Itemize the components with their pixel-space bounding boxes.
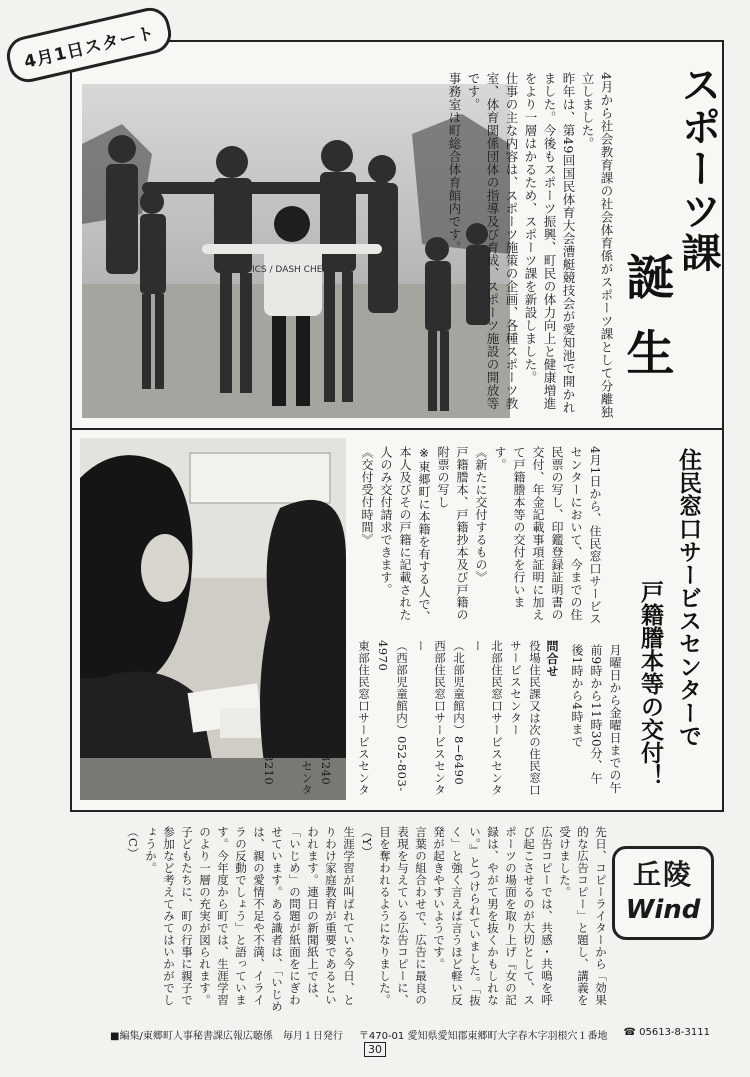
logo-title: 丘陵 bbox=[632, 858, 693, 891]
sports-title-line1: スポーツ課 bbox=[675, 64, 721, 274]
service-title-line2: 戸籍謄本等の交付！ bbox=[637, 580, 663, 787]
service-contact-heading: 問合せ bbox=[545, 640, 559, 678]
service-center-section-box bbox=[70, 428, 724, 812]
sports-body-text: 4月から社会教育課の社会体育係がスポーツ課として分離独立しました。 昨年は、第49回国民体育大会漕艇競技会が愛知池で開かれました。今後もスポーツ振興、町民の体力向上と健康増進をより一層はかるため、スポーツ課を新設しました。 仕事の主な内容は、スポーツ施策の企画、各種スポーツ教室、体育関係団体の指導及び育成、スポーツ施設の開放等です。 事務室は町総合体育館内です。 bbox=[447, 72, 614, 419]
start-date-badge: 4月1日スタート bbox=[3, 4, 175, 86]
logo-subtitle: Wind bbox=[625, 895, 701, 925]
column-body-text: 先日、コピーライターから「効果的な広告コピー」と題し、講義を受けました。 広告コピーでは、共感・共鳴を呼び起こさせるのが大切として、スポーツの場面を取り上げ『女の記録は、やがて男を抜くかもしれない。』とつけられていました。「抜く」と強く言えば言うほど軽い反発が起きやすいようです。 言葉の組合わせで、広告に最良の表現を与えている広告コピーに、目を奪われるようになりました。 （Y） 生涯学習が叫ばれている今日、とりわけ家庭教育が重要であるといわれます。連日の新聞紙上では、「いじめ」の問題が紙面をにぎわせています。ある識者は、「いじめは、親の愛情不足や不満、イライラの反動でしょう」と語っています。今年度から町では、生涯学習のより一層の充実が図られます。子どもたちに、町の行事に親子で参加など考えてみてはいかがでしょうか。 （C） bbox=[126, 826, 608, 1013]
footer-editor: ■編集/東郷町人事秘書課広報広聴係 毎月１日発行 bbox=[110, 1031, 343, 1042]
page-number: 30 bbox=[364, 1042, 386, 1057]
footer-phone: ☎ 05613-8-3111 bbox=[623, 1027, 710, 1038]
shirt-print: ASICS / DASH CHEETAH bbox=[240, 265, 346, 275]
service-contact-text: 役場住民課又は次の住民窓口サービスセンター 北部住民窓口サービスセンター （北部児童館内）8−6490 西部住民窓口サービスセンター （西部児童館内）052-803-4970 東部住民窓口サービスセンター （東部児童館内）9−3240 南部住民窓口サービスセンター （南部児童館内）8−8210 bbox=[262, 640, 542, 796]
service-body-text: 4月1日から、住民窓口サービスセンターにおいて、今までの住民票の写し、印鑑登録証明書の交付、年金記載事項証明に加えて戸籍謄本等の交付を行います。 《新たに交付するもの》 戸籍謄本、戸籍抄本及び戸籍の附票の写し ※東郷町に本籍を有する人で、本人及びその戸籍に記載された人のみ交付請求できます。 《交付受付時間》 bbox=[360, 446, 602, 625]
service-hours-text: 月曜日から金曜日までの午前9時から11時30分、午後1時から4時まで bbox=[570, 644, 622, 794]
footer bbox=[110, 1027, 710, 1042]
kyuryo-wind-logo bbox=[612, 846, 714, 940]
sports-section-box bbox=[70, 40, 724, 430]
sports-title-line2: 誕生 bbox=[618, 252, 674, 404]
footer-address: 〒470-01 愛知県愛知郡東郷町大字春木字羽根穴１番地 bbox=[358, 1031, 608, 1042]
service-title-line1: 住民窓口サービスセンターで bbox=[675, 448, 701, 747]
